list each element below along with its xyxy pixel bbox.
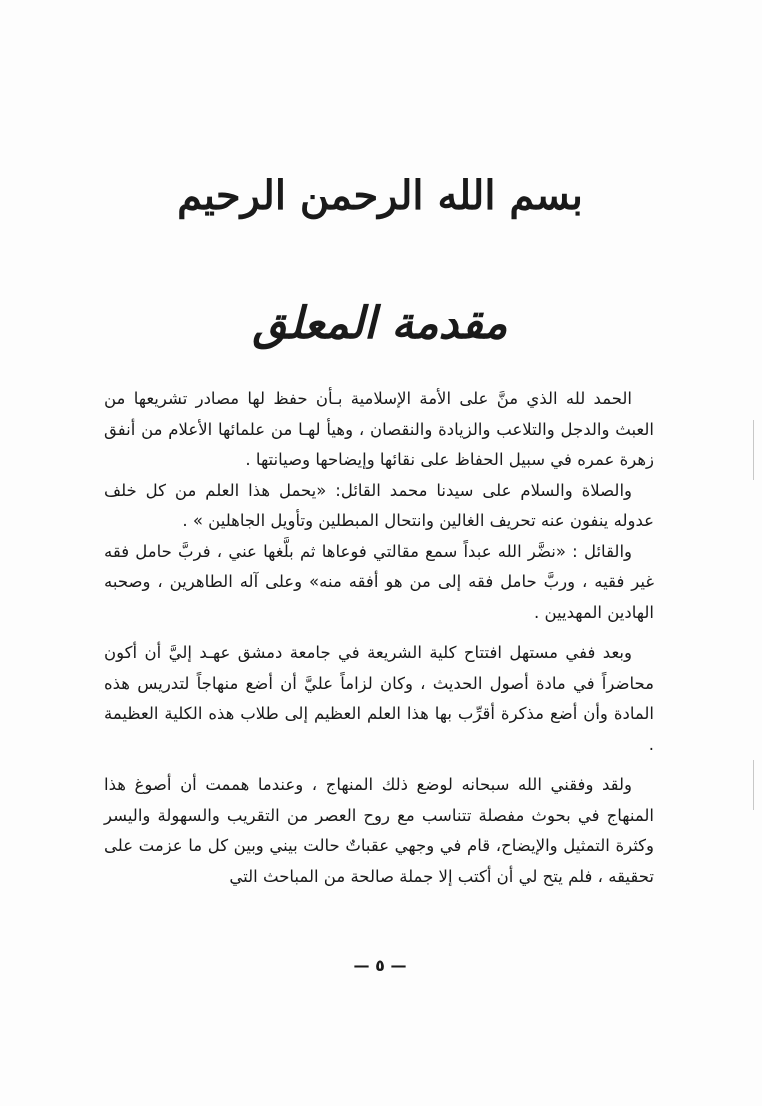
body-text xyxy=(104,384,654,892)
basmala-calligraphy xyxy=(150,150,610,240)
basmala-text: بسم الله الرحمن الرحيم xyxy=(177,171,583,219)
section-heading xyxy=(230,278,530,368)
paragraph-intro: الحمد لله الذي منَّ على الأمة الإسلامية بـأن حفظ لها مصادر تشريعها من العبث والدجل والتلاعب والزيادة والنقصان ، وهيأ لهـا من علمائها الأعلام من أنفق زهرة عمره في سبيل الحفاظ على نقائها وإيضاحها وصيانتها . xyxy=(104,389,654,469)
scan-edge-mark xyxy=(753,420,754,480)
paragraph-method: ولقد وفقني الله سبحانه لوضع ذلك المنهاج ، وعندما هممت أن أصوغ هذا المنهاج في بحوث مفصلة تتناسب مع روح العصر من التقريب والسهولة واليسر وكثرة التمثيل والإيضاح، قام في وجهي عقباتٌ حالت بيني وبين كل ما عزمت على تحقيقه ، فلم يتح لي أن أكتب إلا جملة صالحة من المباحث التي xyxy=(104,775,654,886)
paragraph-context: وبعد ففي مستهل افتتاح كلية الشريعة في جامعة دمشق عهـد إليَّ أن أكون محاضراً في مادة أصول الحديث ، وكان لزاماً عليَّ أن أضع منهاجاً لتدريس هذه المادة وأن أضع مذكرة أقرِّب بها هذا العلم العظيم إلى طلاب هذه الكلية العظيمة . xyxy=(104,643,654,754)
paragraph-hadith: والقائل : «نضَّر الله عبداً سمع مقالتي فوعاها ثم بلَّغها عني ، فربَّ حامل فقه غير فقيه ، وربَّ حامل فقه إلى من هو أفقه منه» وعلى آله الطاهرين ، وصحبه الهادين المهديين . xyxy=(104,541,654,622)
section-title: مقدمة المعلق xyxy=(252,297,508,349)
page-number: — ٥ — xyxy=(353,956,407,975)
scan-edge-mark xyxy=(753,760,754,810)
paragraph-salutation: والصلاة والسلام على سيدنا محمد القائل: «يحمل هذا العلم من كل خلف عدوله ينفون عنه تحريف الغالين وانتحال المبطلين وتأويل الجاهلين » . xyxy=(104,480,654,530)
